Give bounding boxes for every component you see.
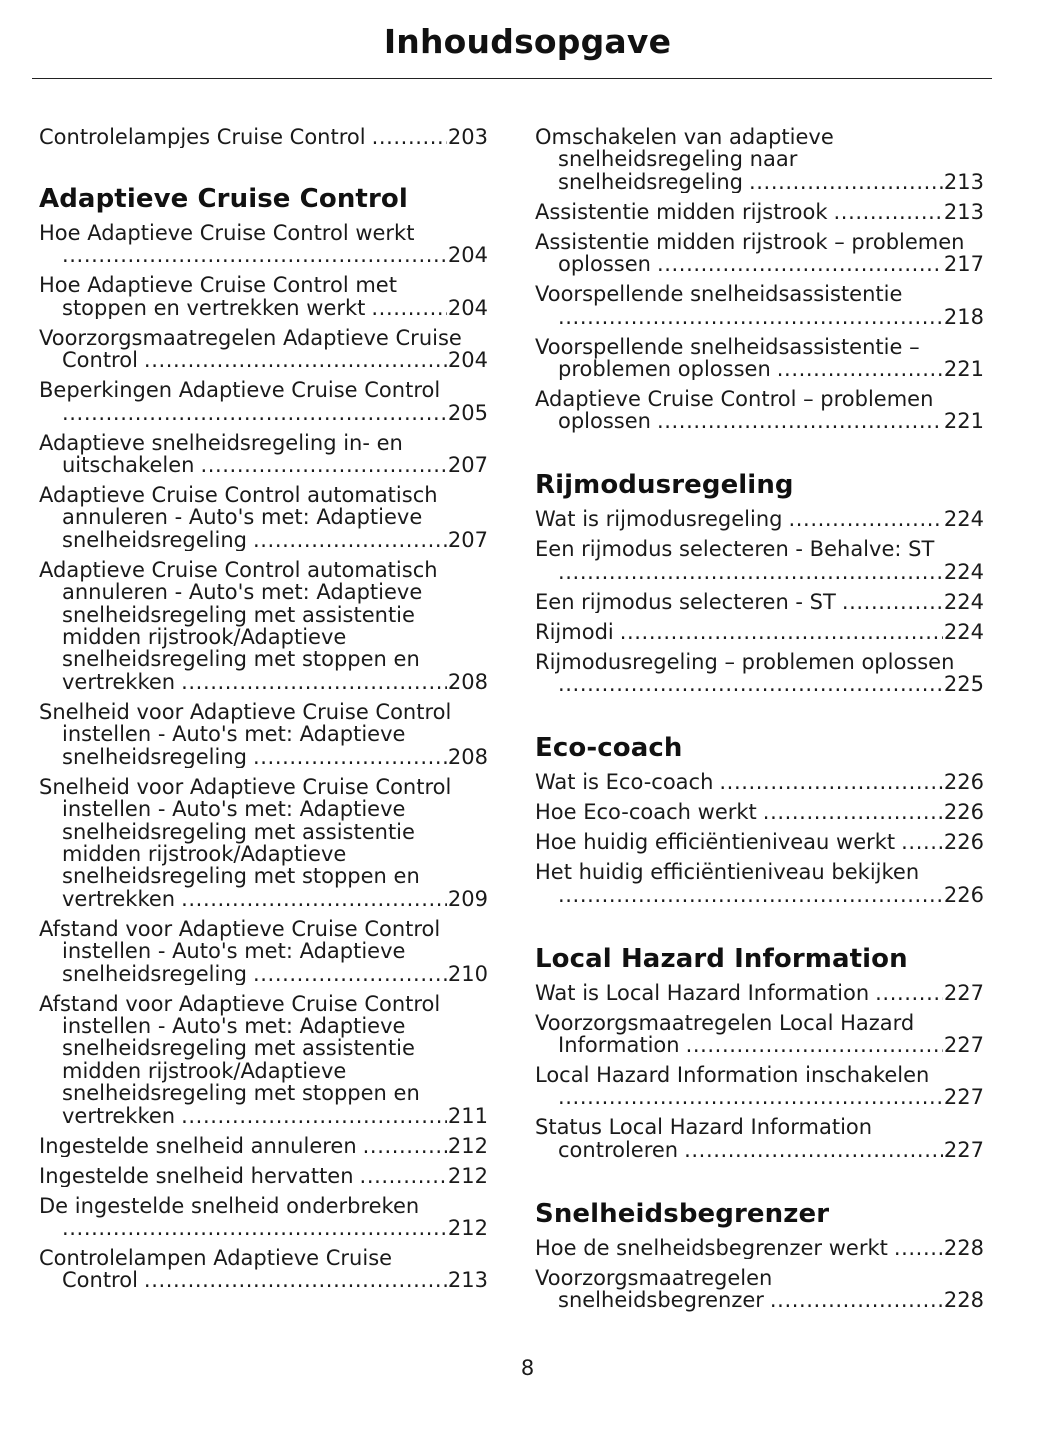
dot-leader bbox=[558, 673, 943, 695]
toc-entry-text: snelheidsregeling met stoppen en bbox=[62, 864, 420, 889]
toc-entry-text: oplossen bbox=[558, 409, 651, 433]
dot-leader bbox=[875, 982, 943, 1004]
toc-entry-text: controleren bbox=[558, 1137, 679, 1162]
toc-entry[interactable] bbox=[535, 231, 984, 276]
toc-entry[interactable] bbox=[535, 1064, 984, 1109]
toc-page-number: 204 bbox=[447, 348, 488, 372]
toc-entry[interactable] bbox=[535, 621, 984, 643]
toc-entry[interactable] bbox=[39, 993, 488, 1127]
toc-page-number: 227 bbox=[943, 981, 984, 1005]
toc-entry-text: vertrekken bbox=[62, 886, 176, 911]
dot-leader bbox=[144, 349, 447, 371]
toc-page-number: 212 bbox=[447, 1215, 488, 1240]
dot-leader bbox=[657, 410, 943, 432]
toc-page-number: 211 bbox=[447, 1103, 488, 1127]
toc-entry-text: snelheidsregeling met assistentie bbox=[62, 602, 415, 627]
dot-leader bbox=[894, 1237, 943, 1259]
toc-entry-text: midden rijstrook/Adaptieve bbox=[62, 625, 347, 650]
dot-leader bbox=[777, 358, 943, 380]
toc-entry-text: snelheidsregeling naar bbox=[558, 147, 798, 172]
section-heading-local-hazard-information: Local Hazard Information bbox=[535, 943, 908, 974]
toc-entry[interactable] bbox=[39, 327, 488, 372]
dot-leader bbox=[686, 1034, 943, 1056]
toc-page-number: 213 bbox=[943, 169, 984, 194]
toc-entry[interactable] bbox=[39, 222, 488, 267]
dot-leader bbox=[620, 621, 943, 643]
toc-entry-text: Omschakelen van adaptieve bbox=[535, 126, 834, 149]
toc-entry-text: vertrekken bbox=[62, 669, 176, 694]
dot-leader bbox=[901, 831, 943, 853]
toc-entry-text: Een rijmodus selecteren - Behalve: ST bbox=[535, 538, 935, 562]
toc-page-number: 227 bbox=[943, 1085, 984, 1109]
toc-entry[interactable] bbox=[535, 538, 984, 583]
toc-page-number: 208 bbox=[447, 744, 488, 769]
toc-entry-text: Information bbox=[558, 1033, 680, 1057]
toc-entry-text: Adaptieve Cruise Control automatisch bbox=[39, 558, 438, 582]
toc-page-number: 210 bbox=[447, 961, 488, 985]
dot-leader bbox=[360, 1165, 447, 1187]
toc-entry[interactable] bbox=[535, 982, 984, 1004]
toc-page-number: 228 bbox=[943, 1288, 984, 1312]
toc-entry[interactable] bbox=[535, 1012, 984, 1057]
section-heading-eco-coach: Eco-coach bbox=[535, 733, 683, 764]
dot-leader bbox=[253, 963, 447, 985]
toc-entry[interactable] bbox=[39, 1195, 488, 1240]
toc-entry-text: Een rijmodus selecteren - ST bbox=[535, 590, 836, 614]
toc-left-column bbox=[39, 126, 488, 1299]
toc-entry[interactable] bbox=[39, 559, 488, 693]
dot-leader bbox=[763, 801, 943, 823]
toc-entry-text: Voorspellende snelheidsassistentie – bbox=[535, 335, 920, 359]
toc-entry[interactable] bbox=[535, 861, 984, 906]
toc-entry[interactable] bbox=[535, 801, 984, 823]
toc-entry-text: instellen - Auto's met: Adaptieve bbox=[62, 722, 406, 747]
toc-page-number: 207 bbox=[447, 527, 488, 552]
dot-leader bbox=[62, 402, 447, 424]
toc-entry-text: Voorzorgsmaatregelen Local Hazard bbox=[535, 1011, 915, 1035]
toc-page-number: 212 bbox=[447, 1134, 488, 1157]
toc-entry-text: De ingestelde snelheid onderbreken bbox=[39, 1194, 420, 1218]
dot-leader bbox=[789, 508, 943, 530]
page-number: 8 bbox=[520, 1356, 535, 1380]
toc-page-number: 227 bbox=[943, 1033, 984, 1057]
dot-leader bbox=[719, 771, 943, 793]
toc-entry-text: Rijmodusregeling – problemen oplossen bbox=[535, 650, 955, 674]
toc-entry-text: instellen - Auto's met: Adaptieve bbox=[62, 939, 406, 964]
dot-leader bbox=[371, 297, 447, 319]
toc-page-number: 226 bbox=[943, 831, 984, 854]
toc-entry[interactable] bbox=[39, 918, 488, 985]
toc-page-number: 224 bbox=[943, 559, 984, 584]
toc-entry-text: midden rijstrook/Adaptieve bbox=[62, 1058, 347, 1083]
toc-page-number: 226 bbox=[943, 771, 984, 794]
dot-leader bbox=[200, 454, 446, 476]
toc-entry-text: Assistentie midden rijstrook bbox=[535, 200, 828, 224]
toc-page-number: 213 bbox=[943, 200, 984, 224]
toc-entry-text: stoppen en vertrekken werkt bbox=[62, 295, 366, 320]
dot-leader bbox=[253, 746, 447, 768]
section-heading-adaptive-cruise-control: Adaptieve Cruise Control bbox=[39, 184, 408, 214]
toc-entry[interactable] bbox=[535, 591, 984, 613]
toc-entry-text: Snelheid voor Adaptieve Cruise Control bbox=[39, 775, 452, 799]
toc-entry[interactable] bbox=[535, 388, 984, 433]
dot-leader bbox=[558, 1086, 943, 1108]
toc-entry[interactable] bbox=[39, 379, 488, 424]
toc-entry-text: Status Local Hazard Information bbox=[535, 1116, 873, 1140]
toc-entry-text: Wat is rijmodusregeling bbox=[535, 508, 783, 531]
toc-entry-text: Hoe Eco-coach werkt bbox=[535, 801, 757, 824]
toc-entry[interactable] bbox=[535, 201, 984, 223]
toc-entry[interactable] bbox=[39, 701, 488, 768]
toc-entry-text: Hoe Adaptieve Cruise Control werkt bbox=[39, 222, 415, 245]
toc-entry-text: Hoe huidig efficiëntieniveau werkt bbox=[535, 831, 896, 854]
toc-page-number: 221 bbox=[943, 357, 984, 381]
toc-page-number: 208 bbox=[447, 669, 488, 694]
toc-entry-text: Control bbox=[62, 348, 138, 372]
dot-leader bbox=[842, 591, 943, 613]
toc-list bbox=[535, 982, 984, 1162]
dot-leader bbox=[558, 561, 943, 583]
toc-entry[interactable] bbox=[535, 1237, 984, 1259]
toc-page-number: 218 bbox=[943, 304, 984, 329]
dot-leader bbox=[684, 1139, 943, 1161]
toc-entry-text: Control bbox=[62, 1268, 138, 1292]
toc-entry-text: annuleren - Auto's met: Adaptieve bbox=[62, 580, 423, 605]
toc-entry[interactable] bbox=[535, 1116, 984, 1161]
toc-entry-text: instellen - Auto's met: Adaptieve bbox=[62, 797, 406, 822]
dot-leader bbox=[181, 888, 447, 910]
toc-page-number: 209 bbox=[447, 886, 488, 911]
toc-entry-text: snelheidsregeling bbox=[62, 744, 247, 769]
toc-entry-text: Voorzorgsmaatregelen Adaptieve Cruise bbox=[39, 326, 462, 350]
toc-entry-text: Hoe Adaptieve Cruise Control met bbox=[39, 274, 397, 298]
toc-page-number: 227 bbox=[943, 1137, 984, 1162]
toc-entry-text: Assistentie midden rijstrook – problemen bbox=[535, 230, 965, 254]
toc-list bbox=[535, 126, 984, 433]
toc-entry-text: Afstand voor Adaptieve Cruise Control bbox=[39, 992, 441, 1016]
toc-entry[interactable] bbox=[535, 508, 984, 530]
toc-page-number: 226 bbox=[943, 882, 984, 907]
toc-entry[interactable] bbox=[535, 283, 984, 328]
toc-entry[interactable] bbox=[39, 126, 488, 148]
toc-entry-text: Controlelampjes Cruise Control bbox=[39, 126, 366, 149]
dot-leader bbox=[558, 884, 943, 906]
toc-entry[interactable] bbox=[39, 432, 488, 477]
toc-entry[interactable] bbox=[39, 484, 488, 551]
toc-entry-text: Wat is Local Hazard Information bbox=[535, 981, 870, 1005]
dot-leader bbox=[181, 1105, 447, 1127]
dot-leader bbox=[372, 126, 447, 148]
toc-entry-text: Het huidig efficiëntieniveau bekijken bbox=[535, 861, 920, 885]
toc-entry-text: Adaptieve snelheidsregeling in- en bbox=[39, 431, 403, 455]
toc-entry-text: Afstand voor Adaptieve Cruise Control bbox=[39, 917, 441, 941]
toc-entry[interactable] bbox=[39, 776, 488, 910]
toc-page-number: 204 bbox=[447, 295, 488, 320]
dot-leader bbox=[770, 1289, 943, 1311]
section-heading-drive-mode: Rijmodusregeling bbox=[535, 470, 794, 501]
toc-list bbox=[39, 126, 488, 148]
toc-page-number: 217 bbox=[943, 252, 984, 276]
toc-entry-text: snelheidsregeling bbox=[62, 961, 247, 985]
toc-entry-text: snelheidsregeling met assistentie bbox=[62, 1036, 415, 1061]
dot-leader bbox=[144, 1269, 447, 1291]
dot-leader bbox=[558, 306, 943, 328]
page-title: Inhoudsopgave bbox=[383, 22, 672, 61]
dot-leader bbox=[363, 1135, 447, 1157]
toc-entry-text: Controlelampen Adaptieve Cruise bbox=[39, 1246, 393, 1270]
toc-page-number: 224 bbox=[943, 590, 984, 614]
toc-entry-text: uitschakelen bbox=[62, 453, 195, 477]
toc-entry-text: midden rijstrook/Adaptieve bbox=[62, 841, 347, 866]
toc-page-number: 224 bbox=[943, 508, 984, 531]
dot-leader bbox=[657, 253, 943, 275]
toc-right-column bbox=[535, 126, 984, 1319]
toc-list bbox=[535, 1237, 984, 1312]
toc-page-number: 225 bbox=[943, 672, 984, 696]
toc-page-number: 204 bbox=[447, 243, 488, 267]
toc-entry-text: Adaptieve Cruise Control automatisch bbox=[39, 484, 438, 508]
toc-entry-text: snelheidsregeling met assistentie bbox=[62, 819, 415, 844]
toc-entry[interactable] bbox=[535, 651, 984, 696]
toc-entry-text: snelheidsregeling met stoppen en bbox=[62, 647, 420, 672]
section-heading-speed-limiter: Snelheidsbegrenzer bbox=[535, 1198, 830, 1229]
toc-page-number: 228 bbox=[943, 1236, 984, 1260]
toc-entry-text: Ingestelde snelheid annuleren bbox=[39, 1134, 357, 1157]
toc-entry[interactable] bbox=[39, 1135, 488, 1157]
dot-leader bbox=[834, 201, 943, 223]
toc-entry-text: Wat is Eco-coach bbox=[535, 771, 714, 794]
toc-entry[interactable] bbox=[39, 274, 488, 319]
toc-entry-text: snelheidsbegrenzer bbox=[558, 1288, 764, 1312]
toc-entry[interactable] bbox=[535, 336, 984, 381]
toc-entry-text: Snelheid voor Adaptieve Cruise Control bbox=[39, 700, 452, 724]
toc-entry[interactable] bbox=[535, 771, 984, 793]
toc-entry[interactable] bbox=[39, 1165, 488, 1187]
toc-entry-text: Voorspellende snelheidsassistentie bbox=[535, 283, 903, 307]
toc-entry-text: instellen - Auto's met: Adaptieve bbox=[62, 1013, 406, 1038]
toc-page-number: 221 bbox=[943, 409, 984, 433]
toc-page-number: 205 bbox=[447, 400, 488, 425]
dot-leader bbox=[62, 244, 447, 266]
toc-entry-text: Rijmodi bbox=[535, 620, 614, 644]
toc-page-number: 226 bbox=[943, 801, 984, 824]
toc-page-number: 213 bbox=[447, 1268, 488, 1292]
toc-entry-text: snelheidsregeling bbox=[558, 169, 743, 194]
toc-entry[interactable] bbox=[535, 126, 984, 193]
dot-leader bbox=[181, 671, 447, 693]
dot-leader bbox=[749, 171, 943, 193]
toc-page-number: 207 bbox=[447, 453, 488, 477]
toc-entry-text: snelheidsregeling bbox=[62, 527, 247, 552]
toc-page-number: 212 bbox=[447, 1164, 488, 1187]
dot-leader bbox=[253, 529, 447, 551]
toc-entry[interactable] bbox=[535, 831, 984, 853]
title-divider bbox=[32, 78, 992, 79]
toc-entry-text: problemen oplossen bbox=[558, 357, 771, 381]
toc-entry-text: snelheidsregeling met stoppen en bbox=[62, 1081, 420, 1106]
toc-entry-text: Local Hazard Information inschakelen bbox=[535, 1064, 930, 1088]
toc-entry-text: annuleren - Auto's met: Adaptieve bbox=[62, 505, 423, 530]
toc-entry-text: Voorzorgsmaatregelen bbox=[535, 1266, 773, 1290]
toc-list bbox=[535, 771, 984, 906]
toc-entry[interactable] bbox=[535, 1267, 984, 1312]
toc-page-number: 203 bbox=[447, 126, 488, 149]
toc-entry-text: Beperkingen Adaptieve Cruise Control bbox=[39, 379, 441, 403]
toc-entry-text: oplossen bbox=[558, 252, 651, 276]
dot-leader bbox=[62, 1217, 447, 1239]
toc-entry-text: Ingestelde snelheid hervatten bbox=[39, 1164, 354, 1187]
toc-page-number: 224 bbox=[943, 620, 984, 644]
toc-entry-text: Hoe de snelheidsbegrenzer werkt bbox=[535, 1236, 888, 1260]
toc-list bbox=[39, 222, 488, 1292]
toc-entry-text: vertrekken bbox=[62, 1103, 176, 1127]
toc-list bbox=[535, 508, 984, 695]
toc-entry[interactable] bbox=[39, 1247, 488, 1292]
toc-entry-text: Adaptieve Cruise Control – problemen bbox=[535, 388, 934, 412]
